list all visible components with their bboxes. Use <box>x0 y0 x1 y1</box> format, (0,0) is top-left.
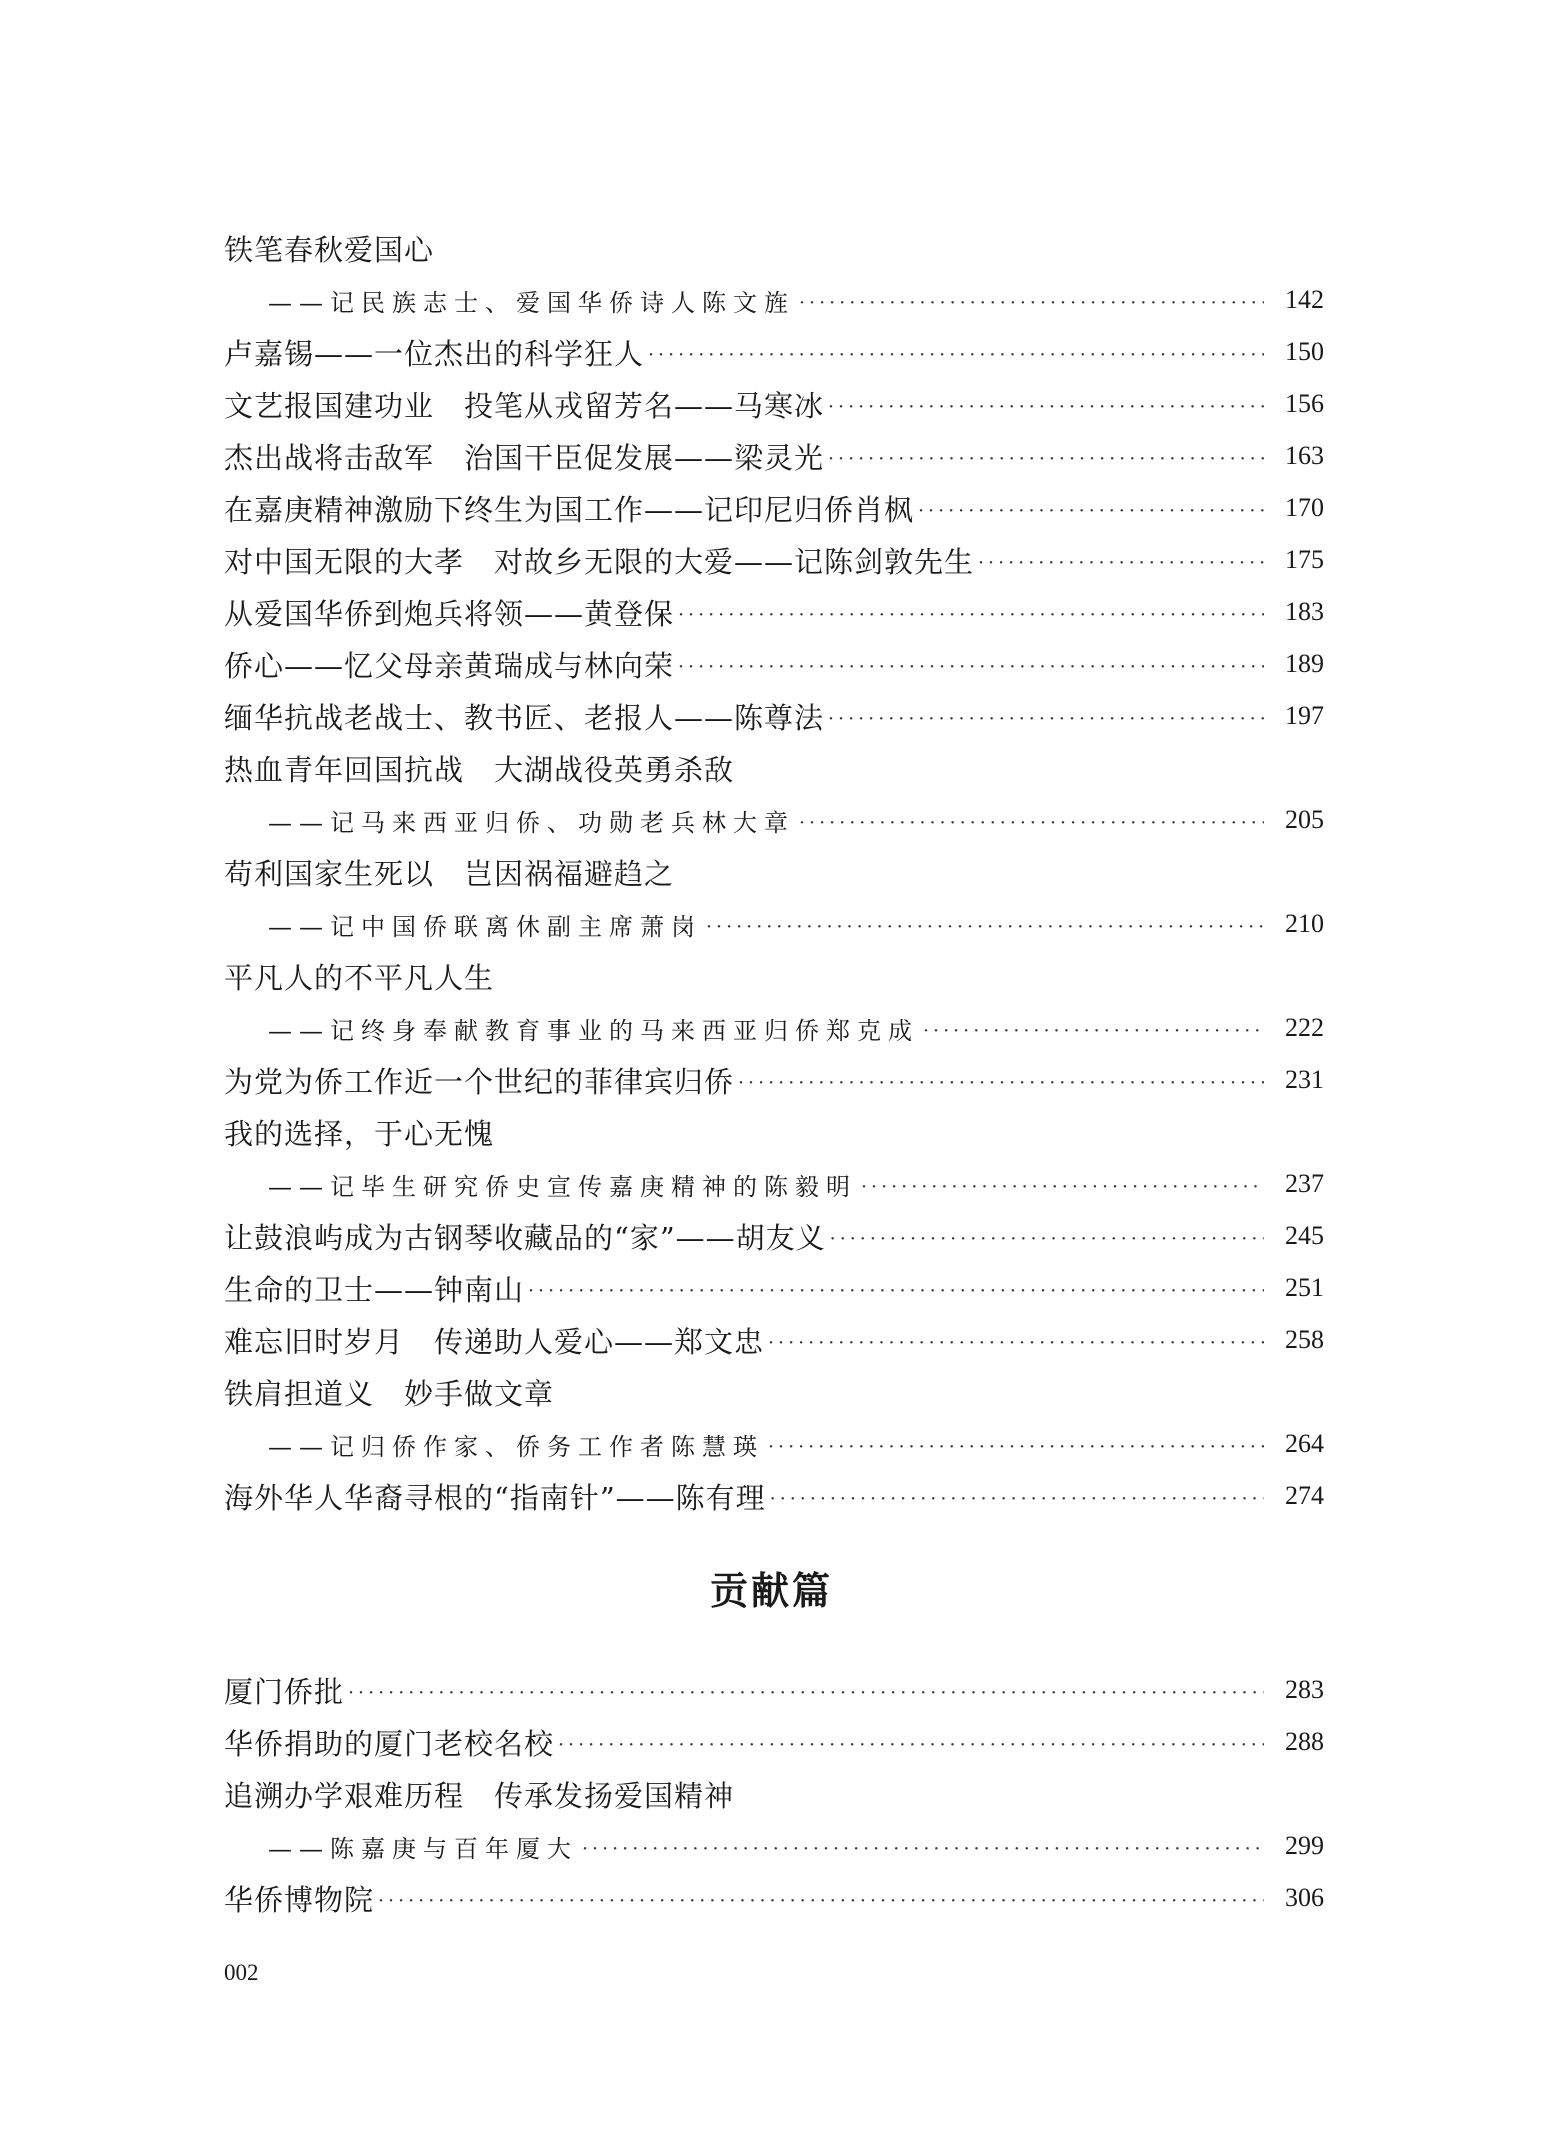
entry-title: 厦门侨批 <box>224 1674 345 1709</box>
entry-page: 189 <box>1285 649 1324 678</box>
toc-entry <box>224 1418 1324 1470</box>
entry-title: ——陈嘉庚与百年厦大 <box>268 1834 578 1863</box>
entry-title: 从爱国华侨到炮兵将领——黄登保 <box>224 596 675 631</box>
entry-page: 237 <box>1285 1169 1324 1198</box>
toc-entry <box>224 1106 1324 1158</box>
entry-title: ——记中国侨联离休副主席萧岗 <box>268 912 702 941</box>
toc-entry <box>224 1470 1324 1522</box>
toc-entry <box>224 222 1324 274</box>
dot-leader <box>828 448 1264 470</box>
entry-title: 侨心——忆父母亲黄瑞成与林向荣 <box>224 648 675 683</box>
section-title: 贡献篇 <box>709 1569 833 1613</box>
toc-entry <box>224 378 1324 430</box>
dot-leader <box>678 604 1264 626</box>
entry-title: 卢嘉锡——一位杰出的科学狂人 <box>224 336 645 371</box>
entry-title: 在嘉庚精神激励下终生为国工作——记印尼归侨肖枫 <box>224 492 915 527</box>
dot-leader <box>768 1436 1264 1458</box>
dot-leader <box>648 344 1264 366</box>
toc-entry <box>224 1768 1324 1820</box>
entry-title: 追溯办学艰难历程 传承发扬爱国精神 <box>224 1778 735 1813</box>
entry-title: 苟利国家生死以 岂因祸福避趋之 <box>224 856 675 891</box>
entry-title: 对中国无限的大孝 对故乡无限的大爱——记陈剑敦先生 <box>224 544 975 579</box>
toc-entry <box>224 534 1324 586</box>
entry-page: 299 <box>1285 1831 1324 1860</box>
dot-leader <box>861 1176 1264 1198</box>
entry-page: 142 <box>1285 285 1324 314</box>
dot-leader <box>378 1890 1264 1912</box>
entry-page: 288 <box>1285 1727 1324 1756</box>
dot-leader <box>528 1280 1264 1302</box>
dot-leader <box>978 552 1264 574</box>
dot-leader <box>348 1682 1264 1704</box>
entry-page: 183 <box>1285 597 1324 626</box>
toc-list <box>224 222 1324 1522</box>
entry-page: 274 <box>1285 1481 1324 1510</box>
entry-title: 难忘旧时岁月 传递助人爱心——郑文忠 <box>224 1324 765 1359</box>
toc-entry <box>224 1002 1324 1054</box>
entry-page: 231 <box>1285 1065 1324 1094</box>
entry-page: 163 <box>1285 441 1324 470</box>
toc-entry <box>224 742 1324 794</box>
entry-title: 为党为侨工作近一个世纪的菲律宾归侨 <box>224 1064 735 1099</box>
entry-page: 258 <box>1285 1325 1324 1354</box>
dot-leader <box>768 1332 1264 1354</box>
entry-title: 生命的卫士——钟南山 <box>224 1272 525 1307</box>
entry-title: 铁笔春秋爱国心 <box>224 232 435 267</box>
dot-leader <box>678 656 1264 678</box>
entry-title: 缅华抗战老战士、教书匠、老报人——陈尊法 <box>224 700 825 735</box>
entry-page: 197 <box>1285 701 1324 730</box>
dot-leader <box>738 1072 1264 1094</box>
entry-title: ——记终身奉献教育事业的马来西亚归侨郑克成 <box>268 1016 919 1045</box>
entry-title: 海外华人华裔寻根的“指南针”——陈有理 <box>224 1480 766 1515</box>
dot-leader <box>918 500 1264 522</box>
entry-page: 222 <box>1285 1013 1324 1042</box>
page-number: 002 <box>224 1960 259 1985</box>
toc-entry <box>224 1366 1324 1418</box>
entry-page: 245 <box>1285 1221 1324 1250</box>
entry-title: ——记归侨作家、侨务工作者陈慧瑛 <box>268 1432 764 1461</box>
entry-title: ——记毕生研究侨史宣传嘉庚精神的陈毅明 <box>268 1172 857 1201</box>
entry-page: 156 <box>1285 389 1324 418</box>
dot-leader <box>582 1838 1264 1860</box>
entry-page: 175 <box>1285 545 1324 574</box>
toc-entry <box>224 690 1324 742</box>
entry-title: ——记民族志士、爱国华侨诗人陈文旌 <box>268 288 795 317</box>
dot-leader <box>830 1228 1264 1250</box>
toc-entry <box>224 430 1324 482</box>
entry-page: 210 <box>1285 909 1324 938</box>
toc-entry <box>224 794 1324 846</box>
entry-title: 让鼓浪屿成为古钢琴收藏品的“家”——胡友义 <box>224 1220 826 1255</box>
entry-page: 170 <box>1285 493 1324 522</box>
entry-title: 华侨博物院 <box>224 1882 375 1917</box>
dot-leader <box>706 916 1264 938</box>
entry-page: 150 <box>1285 337 1324 366</box>
entry-page: 205 <box>1285 805 1324 834</box>
toc-list-contribution <box>224 1664 1324 1924</box>
toc-entry <box>224 846 1324 898</box>
dot-leader <box>828 396 1264 418</box>
entry-title: ——记马来西亚归侨、功勋老兵林大章 <box>268 808 795 837</box>
toc-entry <box>224 1314 1324 1366</box>
dot-leader <box>828 708 1264 730</box>
toc-entry <box>224 482 1324 534</box>
entry-page: 306 <box>1285 1883 1324 1912</box>
entry-title: 平凡人的不平凡人生 <box>224 960 495 995</box>
toc-entry <box>224 1262 1324 1314</box>
toc-entry <box>224 950 1324 1002</box>
entry-page: 264 <box>1285 1429 1324 1458</box>
entry-title: 杰出战将击敌军 治国干臣促发展——梁灵光 <box>224 440 825 475</box>
entry-title: 华侨捐助的厦门老校名校 <box>224 1726 555 1761</box>
entry-title: 铁肩担道义 妙手做文章 <box>224 1376 555 1411</box>
entry-page: 283 <box>1285 1675 1324 1704</box>
toc-entry <box>224 638 1324 690</box>
toc-entry <box>224 1210 1324 1262</box>
toc-entry <box>224 326 1324 378</box>
entry-title: 我的选择，于心无愧 <box>224 1116 495 1151</box>
toc-entry <box>224 1158 1324 1210</box>
entry-title: 文艺报国建功业 投笔从戎留芳名——马寒冰 <box>224 388 825 423</box>
toc-entry <box>224 898 1324 950</box>
toc-entry <box>224 1054 1324 1106</box>
toc-entry <box>224 1664 1324 1716</box>
toc-entry <box>224 274 1324 326</box>
dot-leader <box>923 1020 1264 1042</box>
dot-leader <box>558 1734 1264 1756</box>
toc-entry <box>224 1716 1324 1768</box>
toc-entry <box>224 586 1324 638</box>
dot-leader <box>799 812 1264 834</box>
entry-page: 251 <box>1285 1273 1324 1302</box>
toc-entry <box>224 1872 1324 1924</box>
entry-title: 热血青年回国抗战 大湖战役英勇杀敌 <box>224 752 735 787</box>
dot-leader <box>799 292 1264 314</box>
dot-leader <box>770 1488 1264 1510</box>
toc-entry <box>224 1820 1324 1872</box>
